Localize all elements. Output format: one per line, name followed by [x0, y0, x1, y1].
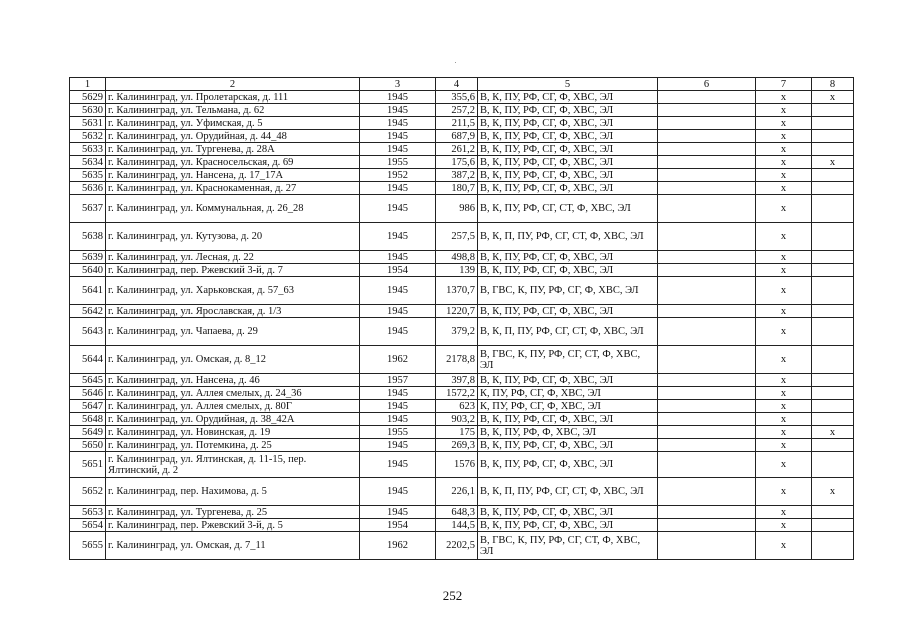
row-systems: В, К, ПУ, РФ, СГ, Ф, ХВС, ЭЛ [478, 91, 658, 104]
row-address: г. Калининград, ул. Чапаева, д. 29 [106, 318, 360, 346]
row-area: 139 [436, 264, 478, 277]
header-col-2: 2 [106, 78, 360, 91]
header-row [70, 78, 854, 91]
row-address: г. Калининград, ул. Уфимская, д. 5 [106, 117, 360, 130]
row-systems: В, К, ПУ, РФ, СГ, Ф, ХВС, ЭЛ [478, 374, 658, 387]
row-col-7-mark: х [756, 169, 812, 182]
row-number: 5655 [70, 532, 106, 560]
table-body [70, 91, 854, 560]
table-header [70, 78, 854, 91]
row-col-8-mark: х [812, 426, 854, 439]
header-col-5: 5 [478, 78, 658, 91]
table-row [70, 426, 854, 439]
row-year: 1945 [360, 305, 436, 318]
row-col-6 [658, 251, 756, 264]
row-address: г. Калининград, ул. Харьковская, д. 57_63 [106, 277, 360, 305]
row-col-8-mark [812, 169, 854, 182]
row-col-7-mark: х [756, 104, 812, 117]
row-area: 903,2 [436, 413, 478, 426]
row-col-8-mark [812, 506, 854, 519]
table-row [70, 104, 854, 117]
row-number: 5643 [70, 318, 106, 346]
row-year: 1945 [360, 400, 436, 413]
row-number: 5641 [70, 277, 106, 305]
row-col-6 [658, 104, 756, 117]
row-systems: В, К, ПУ, РФ, СГ, Ф, ХВС, ЭЛ [478, 251, 658, 264]
row-area: 257,5 [436, 223, 478, 251]
row-col-6 [658, 156, 756, 169]
row-systems: В, К, ПУ, РФ, СГ, Ф, ХВС, ЭЛ [478, 182, 658, 195]
table-row [70, 413, 854, 426]
row-col-8-mark [812, 195, 854, 223]
row-year: 1955 [360, 426, 436, 439]
row-col-7-mark: х [756, 117, 812, 130]
row-col-7-mark: х [756, 182, 812, 195]
row-area: 1572,2 [436, 387, 478, 400]
row-systems: В, К, П, ПУ, РФ, СГ, СТ, Ф, ХВС, ЭЛ [478, 318, 658, 346]
row-area: 1370,7 [436, 277, 478, 305]
row-systems: В, К, ПУ, РФ, СГ, Ф, ХВС, ЭЛ [478, 413, 658, 426]
table-row [70, 318, 854, 346]
row-col-8-mark [812, 117, 854, 130]
row-col-8-mark [812, 277, 854, 305]
row-col-7-mark: х [756, 251, 812, 264]
buildings-table [69, 77, 854, 560]
row-col-6 [658, 318, 756, 346]
table-row [70, 91, 854, 104]
row-address: г. Калининград, ул. Новинская, д. 19 [106, 426, 360, 439]
row-number: 5649 [70, 426, 106, 439]
row-address: г. Калининград, ул. Потемкина, д. 25 [106, 439, 360, 452]
row-year: 1955 [360, 156, 436, 169]
row-col-8-mark [812, 452, 854, 478]
header-col-6: 6 [658, 78, 756, 91]
row-year: 1945 [360, 387, 436, 400]
row-systems: В, К, П, ПУ, РФ, СГ, СТ, Ф, ХВС, ЭЛ [478, 223, 658, 251]
row-area: 2178,8 [436, 346, 478, 374]
row-year: 1945 [360, 277, 436, 305]
scan-speck [455, 62, 456, 63]
row-area: 379,2 [436, 318, 478, 346]
row-col-6 [658, 91, 756, 104]
row-address: г. Калининград, пер. Нахимова, д. 5 [106, 478, 360, 506]
row-address: г. Калининград, ул. Коммунальная, д. 26_28 [106, 195, 360, 223]
table-row [70, 452, 854, 478]
row-systems: В, К, ПУ, РФ, СГ, Ф, ХВС, ЭЛ [478, 169, 658, 182]
row-col-6 [658, 413, 756, 426]
row-area: 355,6 [436, 91, 478, 104]
row-year: 1945 [360, 117, 436, 130]
row-col-7-mark: х [756, 439, 812, 452]
row-area: 261,2 [436, 143, 478, 156]
row-address: г. Калининград, ул. Краснокаменная, д. 27 [106, 182, 360, 195]
row-col-6 [658, 143, 756, 156]
row-col-6 [658, 439, 756, 452]
row-year: 1945 [360, 439, 436, 452]
row-area: 211,5 [436, 117, 478, 130]
row-col-6 [658, 264, 756, 277]
row-col-8-mark [812, 439, 854, 452]
row-address: г. Калининград, ул. Тургенева, д. 28А [106, 143, 360, 156]
row-col-8-mark [812, 130, 854, 143]
row-number: 5642 [70, 305, 106, 318]
row-number: 5639 [70, 251, 106, 264]
table-row [70, 506, 854, 519]
table-row [70, 143, 854, 156]
row-address: г. Калининград, пер. Ржевский 3-й, д. 5 [106, 519, 360, 532]
row-year: 1954 [360, 264, 436, 277]
row-col-8-mark [812, 387, 854, 400]
table-row [70, 277, 854, 305]
row-systems: В, К, П, ПУ, РФ, СГ, СТ, Ф, ХВС, ЭЛ [478, 478, 658, 506]
row-col-6 [658, 130, 756, 143]
row-year: 1962 [360, 532, 436, 560]
row-col-7-mark: х [756, 387, 812, 400]
row-year: 1945 [360, 91, 436, 104]
row-area: 175,6 [436, 156, 478, 169]
row-year: 1945 [360, 251, 436, 264]
row-col-7-mark: х [756, 374, 812, 387]
header-col-1: 1 [70, 78, 106, 91]
row-address: г. Калининград, ул. Аллея смелых, д. 24_36 [106, 387, 360, 400]
row-col-8-mark [812, 374, 854, 387]
table-row [70, 346, 854, 374]
header-col-4: 4 [436, 78, 478, 91]
row-systems: В, К, ПУ, РФ, СГ, Ф, ХВС, ЭЛ [478, 264, 658, 277]
row-col-8-mark [812, 182, 854, 195]
row-address: г. Калининград, ул. Пролетарская, д. 111 [106, 91, 360, 104]
row-address: г. Калининград, ул. Омская, д. 8_12 [106, 346, 360, 374]
row-year: 1945 [360, 130, 436, 143]
row-address: г. Калининград, ул. Омская, д. 7_11 [106, 532, 360, 560]
row-year: 1945 [360, 478, 436, 506]
table-row [70, 182, 854, 195]
header-col-7: 7 [756, 78, 812, 91]
row-systems: В, ГВС, К, ПУ, РФ, СГ, СТ, Ф, ХВС, ЭЛ [478, 532, 658, 560]
row-area: 1220,7 [436, 305, 478, 318]
row-col-6 [658, 506, 756, 519]
row-area: 986 [436, 195, 478, 223]
table-row [70, 305, 854, 318]
row-col-6 [658, 169, 756, 182]
row-col-8-mark: х [812, 91, 854, 104]
row-address: г. Калининград, ул. Орудийная, д. 38_42А [106, 413, 360, 426]
row-col-7-mark: х [756, 506, 812, 519]
row-number: 5650 [70, 439, 106, 452]
row-col-6 [658, 277, 756, 305]
row-col-7-mark: х [756, 143, 812, 156]
row-col-8-mark [812, 305, 854, 318]
row-systems: В, К, ПУ, РФ, СГ, Ф, ХВС, ЭЛ [478, 452, 658, 478]
table-row [70, 532, 854, 560]
table-row [70, 130, 854, 143]
row-number: 5647 [70, 400, 106, 413]
row-year: 1954 [360, 519, 436, 532]
row-address: г. Калининград, ул. Тельмана, д. 62 [106, 104, 360, 117]
row-col-8-mark: х [812, 478, 854, 506]
row-col-6 [658, 223, 756, 251]
row-number: 5644 [70, 346, 106, 374]
row-address: г. Калининград, пер. Ржевский 3-й, д. 7 [106, 264, 360, 277]
row-address: г. Калининград, ул. Красносельская, д. 69 [106, 156, 360, 169]
row-area: 175 [436, 426, 478, 439]
table-row [70, 387, 854, 400]
row-col-8-mark [812, 318, 854, 346]
row-year: 1945 [360, 506, 436, 519]
row-number: 5637 [70, 195, 106, 223]
row-number: 5646 [70, 387, 106, 400]
row-systems: В, К, ПУ, РФ, СГ, Ф, ХВС, ЭЛ [478, 305, 658, 318]
row-systems: В, К, ПУ, РФ, Ф, ХВС, ЭЛ [478, 426, 658, 439]
row-number: 5654 [70, 519, 106, 532]
table-row [70, 251, 854, 264]
row-col-7-mark: х [756, 195, 812, 223]
row-address: г. Калининград, ул. Кутузова, д. 20 [106, 223, 360, 251]
row-col-8-mark [812, 413, 854, 426]
row-number: 5635 [70, 169, 106, 182]
row-col-7-mark: х [756, 130, 812, 143]
row-area: 269,3 [436, 439, 478, 452]
row-col-7-mark: х [756, 264, 812, 277]
row-systems: В, ГВС, К, ПУ, РФ, СГ, Ф, ХВС, ЭЛ [478, 277, 658, 305]
row-col-6 [658, 426, 756, 439]
row-area: 180,7 [436, 182, 478, 195]
row-year: 1945 [360, 452, 436, 478]
row-col-6 [658, 478, 756, 506]
row-number: 5651 [70, 452, 106, 478]
row-col-6 [658, 400, 756, 413]
row-col-7-mark: х [756, 452, 812, 478]
row-systems: В, К, ПУ, РФ, СГ, Ф, ХВС, ЭЛ [478, 439, 658, 452]
row-col-8-mark [812, 143, 854, 156]
row-area: 1576 [436, 452, 478, 478]
row-col-8-mark [812, 223, 854, 251]
table-row [70, 439, 854, 452]
row-systems: В, К, ПУ, РФ, СГ, Ф, ХВС, ЭЛ [478, 117, 658, 130]
row-col-6 [658, 117, 756, 130]
row-area: 687,9 [436, 130, 478, 143]
header-col-8: 8 [812, 78, 854, 91]
page-number: 252 [442, 588, 463, 603]
row-col-6 [658, 387, 756, 400]
row-address: г. Калининград, ул. Нансена, д. 46 [106, 374, 360, 387]
table-row [70, 264, 854, 277]
row-number: 5633 [70, 143, 106, 156]
row-area: 226,1 [436, 478, 478, 506]
row-number: 5629 [70, 91, 106, 104]
row-col-7-mark: х [756, 400, 812, 413]
row-number: 5653 [70, 506, 106, 519]
row-col-6 [658, 532, 756, 560]
row-year: 1952 [360, 169, 436, 182]
table-row [70, 195, 854, 223]
row-year: 1945 [360, 182, 436, 195]
table-row [70, 519, 854, 532]
row-col-8-mark [812, 264, 854, 277]
row-number: 5638 [70, 223, 106, 251]
table-row [70, 169, 854, 182]
row-systems: В, К, ПУ, РФ, СГ, СТ, Ф, ХВС, ЭЛ [478, 195, 658, 223]
row-area: 397,8 [436, 374, 478, 387]
row-area: 648,3 [436, 506, 478, 519]
row-year: 1962 [360, 346, 436, 374]
row-year: 1945 [360, 143, 436, 156]
row-area: 623 [436, 400, 478, 413]
row-address: г. Калининград, ул. Тургенева, д. 25 [106, 506, 360, 519]
row-col-6 [658, 182, 756, 195]
row-col-6 [658, 519, 756, 532]
row-year: 1945 [360, 413, 436, 426]
row-year: 1957 [360, 374, 436, 387]
row-col-8-mark [812, 251, 854, 264]
row-number: 5652 [70, 478, 106, 506]
table-row [70, 156, 854, 169]
row-year: 1945 [360, 318, 436, 346]
row-col-7-mark: х [756, 519, 812, 532]
row-address: г. Калининград, ул. Аллея смелых, д. 80Г [106, 400, 360, 413]
row-number: 5631 [70, 117, 106, 130]
row-number: 5645 [70, 374, 106, 387]
row-number: 5632 [70, 130, 106, 143]
table-row [70, 374, 854, 387]
row-col-6 [658, 452, 756, 478]
row-col-7-mark: х [756, 223, 812, 251]
row-col-7-mark: х [756, 305, 812, 318]
row-col-7-mark: х [756, 318, 812, 346]
row-systems: В, К, ПУ, РФ, СГ, Ф, ХВС, ЭЛ [478, 156, 658, 169]
row-area: 2202,5 [436, 532, 478, 560]
row-col-8-mark [812, 519, 854, 532]
row-col-6 [658, 374, 756, 387]
header-col-3: 3 [360, 78, 436, 91]
row-col-6 [658, 346, 756, 374]
row-col-8-mark [812, 346, 854, 374]
row-col-8-mark [812, 400, 854, 413]
row-col-6 [658, 305, 756, 318]
row-area: 387,2 [436, 169, 478, 182]
row-col-7-mark: х [756, 346, 812, 374]
row-systems: В, К, ПУ, РФ, СГ, Ф, ХВС, ЭЛ [478, 519, 658, 532]
row-address: г. Калининград, ул. Ялтинская, д. 11-15, пер. Ялтинский, д. 2 [106, 452, 360, 478]
row-systems: В, К, ПУ, РФ, СГ, Ф, ХВС, ЭЛ [478, 506, 658, 519]
table-row [70, 478, 854, 506]
row-systems: К, ПУ, РФ, СГ, Ф, ХВС, ЭЛ [478, 387, 658, 400]
row-systems: К, ПУ, РФ, СГ, Ф, ХВС, ЭЛ [478, 400, 658, 413]
row-number: 5636 [70, 182, 106, 195]
row-col-7-mark: х [756, 478, 812, 506]
row-year: 1945 [360, 195, 436, 223]
row-systems: В, К, ПУ, РФ, СГ, Ф, ХВС, ЭЛ [478, 143, 658, 156]
row-col-7-mark: х [756, 532, 812, 560]
row-col-7-mark: х [756, 426, 812, 439]
table-row [70, 223, 854, 251]
row-year: 1945 [360, 104, 436, 117]
row-systems: В, К, ПУ, РФ, СГ, Ф, ХВС, ЭЛ [478, 130, 658, 143]
row-col-6 [658, 195, 756, 223]
row-number: 5634 [70, 156, 106, 169]
row-number: 5630 [70, 104, 106, 117]
row-year: 1945 [360, 223, 436, 251]
row-area: 257,2 [436, 104, 478, 117]
row-systems: В, К, ПУ, РФ, СГ, Ф, ХВС, ЭЛ [478, 104, 658, 117]
row-systems: В, ГВС, К, ПУ, РФ, СГ, СТ, Ф, ХВС, ЭЛ [478, 346, 658, 374]
row-col-7-mark: х [756, 277, 812, 305]
row-col-8-mark: х [812, 156, 854, 169]
table-row [70, 400, 854, 413]
row-number: 5640 [70, 264, 106, 277]
row-col-8-mark [812, 532, 854, 560]
row-address: г. Калининград, ул. Ярославская, д. 1/3 [106, 305, 360, 318]
table-row [70, 117, 854, 130]
row-col-8-mark [812, 104, 854, 117]
row-address: г. Калининград, ул. Лесная, д. 22 [106, 251, 360, 264]
row-area: 498,8 [436, 251, 478, 264]
row-area: 144,5 [436, 519, 478, 532]
row-col-7-mark: х [756, 413, 812, 426]
row-col-7-mark: х [756, 91, 812, 104]
row-number: 5648 [70, 413, 106, 426]
row-col-7-mark: х [756, 156, 812, 169]
row-address: г. Калининград, ул. Орудийная, д. 44_48 [106, 130, 360, 143]
row-address: г. Калининград, ул. Нансена, д. 17_17А [106, 169, 360, 182]
